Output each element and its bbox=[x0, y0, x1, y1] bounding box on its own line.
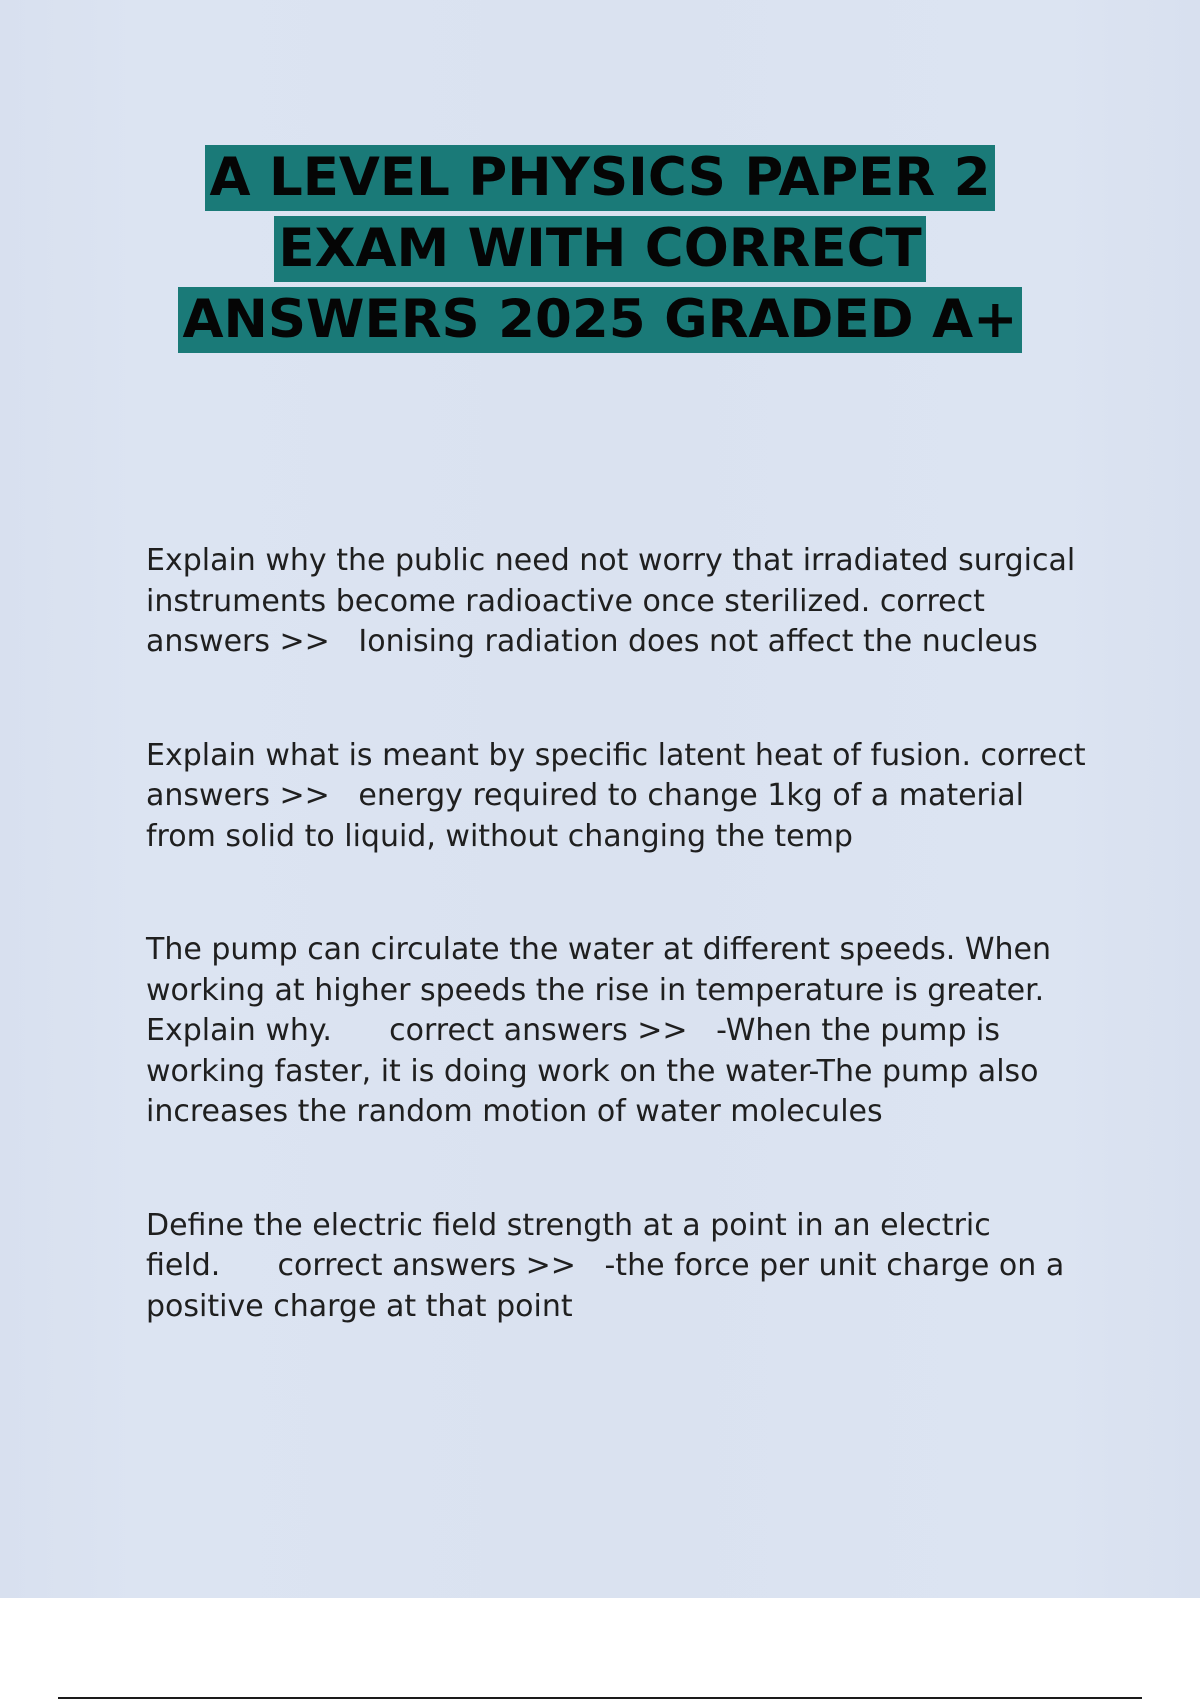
title-line-2: EXAM WITH CORRECT bbox=[274, 216, 925, 282]
answer-marker: correct answers >> bbox=[146, 583, 995, 659]
title-line-3: ANSWERS 2025 GRADED A+ bbox=[178, 287, 1021, 353]
qa-item bbox=[146, 1206, 1086, 1328]
answer-text: -the force per unit charge on a positive charge at that point bbox=[146, 1248, 1074, 1324]
question-text: Explain what is meant by specific latent heat of fusion. bbox=[146, 737, 971, 773]
answer-marker: correct answers >> bbox=[277, 1248, 576, 1283]
answer-marker: correct answers >> bbox=[389, 1013, 688, 1048]
qa-list bbox=[146, 541, 1096, 1327]
answer-text: -When the pump is working faster, it is doing work on the water-The pump also increases the random motion of water molecules bbox=[146, 1013, 1049, 1129]
answer-text: energy required to change 1kg of a material from solid to liquid, without changing the temp bbox=[146, 778, 1034, 854]
qa-item bbox=[146, 736, 1096, 858]
title-line-1: A LEVEL PHYSICS PAPER 2 bbox=[205, 145, 994, 211]
answer-marker: correct answers >> bbox=[146, 737, 1096, 813]
footer-divider bbox=[58, 1697, 1142, 1699]
question-text: Define the electric field strength at a point in an electric field. bbox=[146, 1207, 1001, 1283]
qa-item bbox=[146, 541, 1086, 663]
answer-text: Ionising radiation does not affect the nucleus bbox=[358, 624, 1038, 659]
qa-item bbox=[146, 930, 1086, 1133]
question-text: Explain why the public need not worry that irradiated surgical instruments become radioactive once sterilized. bbox=[146, 543, 1085, 619]
question-text: The pump can circulate the water at different speeds. When working at higher speeds the rise in temperature is greater. Explain why. bbox=[146, 932, 1061, 1048]
document-title bbox=[0, 145, 1200, 358]
